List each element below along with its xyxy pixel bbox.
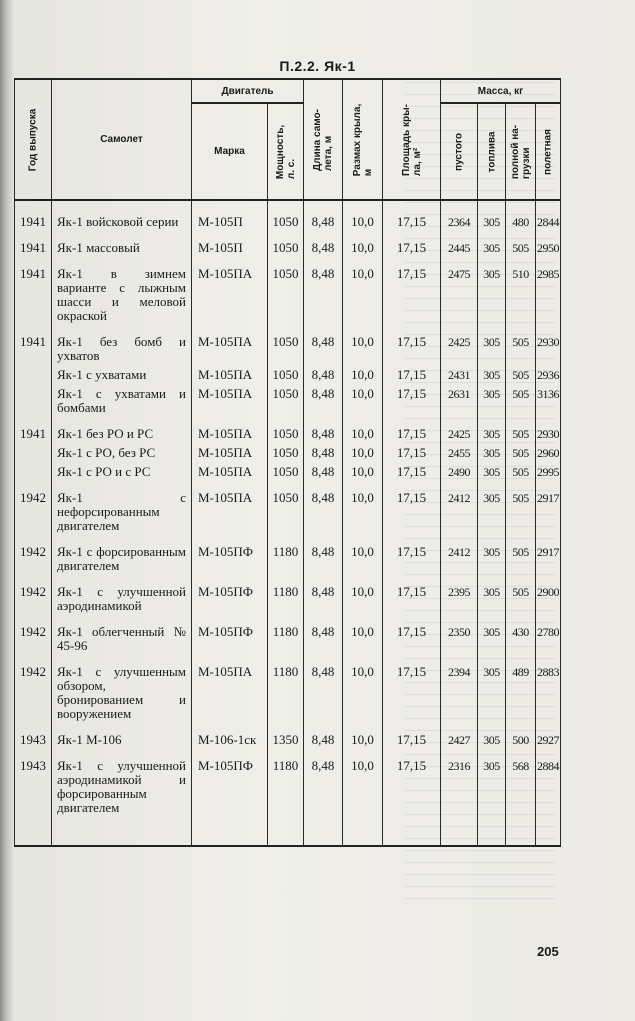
cell-length: 8,48 xyxy=(304,200,343,231)
cell-mass-payload: 505 xyxy=(506,481,536,535)
cell-mass-empty: 2475 xyxy=(441,257,478,325)
cell-mass-fuel: 305 xyxy=(478,723,506,749)
cell-span: 10,0 xyxy=(343,481,383,535)
cell-engine-mark: М-105ПА xyxy=(192,481,268,535)
cell-mass-empty: 2631 xyxy=(441,384,478,417)
cell-engine-power: 1180 xyxy=(268,615,304,655)
table-row xyxy=(15,535,561,575)
cell-mass-fuel: 305 xyxy=(478,481,506,535)
cell-aircraft: Як-1 без РО и РС xyxy=(52,417,192,443)
table-row xyxy=(15,257,561,325)
cell-wing-area: 17,15 xyxy=(383,257,441,325)
cell-span: 10,0 xyxy=(343,365,383,384)
cell-engine-power: 1050 xyxy=(268,481,304,535)
cell-mass-fuel: 305 xyxy=(478,615,506,655)
cell-mass-flight: 2917 xyxy=(536,481,561,535)
cell-engine-power: 1180 xyxy=(268,749,304,846)
cell-aircraft: Як-1 с форсированным двигателем xyxy=(52,535,192,575)
cell-mass-empty: 2364 xyxy=(441,200,478,231)
cell-mass-empty: 2490 xyxy=(441,462,478,481)
cell-wing-area: 17,15 xyxy=(383,655,441,723)
cell-year xyxy=(15,443,52,462)
cell-mass-empty: 2412 xyxy=(441,535,478,575)
cell-mass-empty: 2445 xyxy=(441,231,478,257)
cell-length: 8,48 xyxy=(304,655,343,723)
cell-aircraft: Як-1 с улучшенным обзором, бронированием и вооружением xyxy=(52,655,192,723)
cell-mass-flight: 2985 xyxy=(536,257,561,325)
cell-mass-fuel: 305 xyxy=(478,575,506,615)
cell-span: 10,0 xyxy=(343,615,383,655)
cell-mass-empty: 2412 xyxy=(441,481,478,535)
cell-wing-area: 17,15 xyxy=(383,200,441,231)
header-year: Год выпуска xyxy=(15,79,52,200)
cell-engine-mark: М-105ПА xyxy=(192,257,268,325)
cell-engine-mark: М-105ПА xyxy=(192,365,268,384)
header-mass-payload: полной на- грузки xyxy=(506,103,536,200)
cell-mass-fuel: 305 xyxy=(478,417,506,443)
header-mass-group: Масса, кг xyxy=(441,79,561,103)
cell-engine-power: 1050 xyxy=(268,462,304,481)
cell-engine-mark: М-105ПА xyxy=(192,325,268,365)
cell-year xyxy=(15,365,52,384)
cell-year: 1941 xyxy=(15,325,52,365)
cell-mass-flight: 2900 xyxy=(536,575,561,615)
cell-wing-area: 17,15 xyxy=(383,575,441,615)
cell-mass-fuel: 305 xyxy=(478,257,506,325)
cell-wing-area: 17,15 xyxy=(383,535,441,575)
cell-year xyxy=(15,384,52,417)
cell-mass-payload: 480 xyxy=(506,200,536,231)
cell-aircraft: Як-1 с нефорсированным двигателем xyxy=(52,481,192,535)
cell-mass-empty: 2350 xyxy=(441,615,478,655)
cell-mass-flight: 2960 xyxy=(536,443,561,462)
cell-mass-fuel: 305 xyxy=(478,200,506,231)
header-engine-group: Двигатель xyxy=(192,79,304,103)
cell-year: 1941 xyxy=(15,231,52,257)
cell-mass-flight: 3136 xyxy=(536,384,561,417)
cell-year: 1942 xyxy=(15,575,52,615)
cell-wing-area: 17,15 xyxy=(383,231,441,257)
cell-mass-empty: 2455 xyxy=(441,443,478,462)
cell-year: 1942 xyxy=(15,535,52,575)
cell-engine-mark: М-105ПА xyxy=(192,462,268,481)
cell-engine-mark: М-105ПА xyxy=(192,384,268,417)
cell-engine-power: 1050 xyxy=(268,384,304,417)
cell-mass-payload: 505 xyxy=(506,443,536,462)
table-row xyxy=(15,384,561,417)
cell-length: 8,48 xyxy=(304,749,343,846)
header-span: Размах крыла, м xyxy=(343,79,383,200)
table-row xyxy=(15,443,561,462)
cell-wing-area: 17,15 xyxy=(383,384,441,417)
cell-mass-payload: 505 xyxy=(506,325,536,365)
header-mass-fuel: топлива xyxy=(478,103,506,200)
cell-year xyxy=(15,462,52,481)
cell-mass-fuel: 305 xyxy=(478,231,506,257)
cell-mass-payload: 505 xyxy=(506,535,536,575)
table-row xyxy=(15,200,561,231)
cell-span: 10,0 xyxy=(343,575,383,615)
cell-mass-payload: 568 xyxy=(506,749,536,846)
cell-year: 1941 xyxy=(15,417,52,443)
cell-span: 10,0 xyxy=(343,257,383,325)
table-row xyxy=(15,325,561,365)
cell-engine-power: 1050 xyxy=(268,443,304,462)
cell-engine-power: 1180 xyxy=(268,655,304,723)
cell-aircraft: Як-1 М-106 xyxy=(52,723,192,749)
cell-wing-area: 17,15 xyxy=(383,615,441,655)
cell-mass-fuel: 305 xyxy=(478,443,506,462)
cell-mass-payload: 505 xyxy=(506,575,536,615)
cell-wing-area: 17,15 xyxy=(383,723,441,749)
cell-mass-flight: 2780 xyxy=(536,615,561,655)
cell-length: 8,48 xyxy=(304,231,343,257)
cell-engine-power: 1050 xyxy=(268,325,304,365)
cell-mass-empty: 2425 xyxy=(441,325,478,365)
cell-length: 8,48 xyxy=(304,723,343,749)
cell-mass-fuel: 305 xyxy=(478,325,506,365)
table-row xyxy=(15,749,561,846)
cell-mass-flight: 2930 xyxy=(536,417,561,443)
table-row xyxy=(15,615,561,655)
cell-wing-area: 17,15 xyxy=(383,481,441,535)
cell-year: 1941 xyxy=(15,257,52,325)
cell-wing-area: 17,15 xyxy=(383,749,441,846)
cell-mass-flight: 2927 xyxy=(536,723,561,749)
cell-span: 10,0 xyxy=(343,535,383,575)
cell-year: 1942 xyxy=(15,655,52,723)
cell-mass-flight: 2883 xyxy=(536,655,561,723)
cell-mass-fuel: 305 xyxy=(478,535,506,575)
cell-mass-flight: 2950 xyxy=(536,231,561,257)
cell-aircraft: Як-1 без бомб и ухватов xyxy=(52,325,192,365)
cell-mass-empty: 2427 xyxy=(441,723,478,749)
header-aircraft: Самолет xyxy=(52,79,192,200)
cell-span: 10,0 xyxy=(343,443,383,462)
cell-engine-power: 1050 xyxy=(268,417,304,443)
cell-engine-power: 1050 xyxy=(268,231,304,257)
cell-engine-mark: М-105ПА xyxy=(192,417,268,443)
cell-mass-payload: 500 xyxy=(506,723,536,749)
cell-mass-payload: 505 xyxy=(506,462,536,481)
table-row xyxy=(15,481,561,535)
cell-aircraft: Як-1 с улучшенной аэродинамикой xyxy=(52,575,192,615)
cell-length: 8,48 xyxy=(304,535,343,575)
cell-engine-mark: М-105П xyxy=(192,231,268,257)
cell-mass-payload: 510 xyxy=(506,257,536,325)
cell-engine-mark: М-105ПФ xyxy=(192,749,268,846)
header-engine-power: Мощность, л. с. xyxy=(268,103,304,200)
cell-wing-area: 17,15 xyxy=(383,365,441,384)
header-mass-empty: пустого xyxy=(441,103,478,200)
cell-aircraft: Як-1 войсковой серии xyxy=(52,200,192,231)
cell-mass-flight: 2917 xyxy=(536,535,561,575)
cell-year: 1942 xyxy=(15,615,52,655)
table-row xyxy=(15,417,561,443)
header-wing-area: Площадь кры- ла, м² xyxy=(383,79,441,200)
cell-mass-empty: 2395 xyxy=(441,575,478,615)
specifications-table xyxy=(14,78,561,847)
cell-aircraft: Як-1 массовый xyxy=(52,231,192,257)
cell-mass-fuel: 305 xyxy=(478,365,506,384)
cell-length: 8,48 xyxy=(304,257,343,325)
cell-length: 8,48 xyxy=(304,575,343,615)
cell-mass-empty: 2431 xyxy=(441,365,478,384)
cell-engine-power: 1050 xyxy=(268,257,304,325)
cell-engine-mark: М-105ПФ xyxy=(192,535,268,575)
cell-mass-flight: 2995 xyxy=(536,462,561,481)
cell-span: 10,0 xyxy=(343,417,383,443)
cell-span: 10,0 xyxy=(343,325,383,365)
cell-span: 10,0 xyxy=(343,384,383,417)
table-title: П.2.2. Як-1 xyxy=(279,58,356,74)
cell-mass-payload: 489 xyxy=(506,655,536,723)
cell-aircraft: Як-1 с ухватами и бомбами xyxy=(52,384,192,417)
cell-mass-empty: 2394 xyxy=(441,655,478,723)
cell-engine-mark: М-105П xyxy=(192,200,268,231)
table-row xyxy=(15,655,561,723)
cell-length: 8,48 xyxy=(304,443,343,462)
cell-aircraft: Як-1 с улучшенной аэродинамикой и форсированным двигателем xyxy=(52,749,192,846)
cell-mass-fuel: 305 xyxy=(478,749,506,846)
cell-engine-power: 1350 xyxy=(268,723,304,749)
cell-mass-payload: 430 xyxy=(506,615,536,655)
cell-length: 8,48 xyxy=(304,325,343,365)
cell-length: 8,48 xyxy=(304,365,343,384)
cell-engine-mark: М-105ПА xyxy=(192,443,268,462)
cell-length: 8,48 xyxy=(304,384,343,417)
specifications-table-wrapper xyxy=(14,78,560,847)
cell-wing-area: 17,15 xyxy=(383,417,441,443)
table-row xyxy=(15,462,561,481)
cell-wing-area: 17,15 xyxy=(383,462,441,481)
table-row xyxy=(15,575,561,615)
header-length: Длина само- лета, м xyxy=(304,79,343,200)
cell-engine-mark: М-105ПА xyxy=(192,655,268,723)
cell-mass-fuel: 305 xyxy=(478,462,506,481)
cell-span: 10,0 xyxy=(343,749,383,846)
table-header xyxy=(15,79,561,200)
cell-engine-mark: М-105ПФ xyxy=(192,615,268,655)
cell-span: 10,0 xyxy=(343,723,383,749)
cell-mass-payload: 505 xyxy=(506,417,536,443)
cell-mass-payload: 505 xyxy=(506,231,536,257)
cell-engine-mark: М-106-1ск xyxy=(192,723,268,749)
header-mass-flight: полетная xyxy=(536,103,561,200)
cell-mass-fuel: 305 xyxy=(478,384,506,417)
cell-mass-empty: 2316 xyxy=(441,749,478,846)
cell-span: 10,0 xyxy=(343,655,383,723)
cell-length: 8,48 xyxy=(304,481,343,535)
cell-mass-flight: 2884 xyxy=(536,749,561,846)
cell-engine-power: 1050 xyxy=(268,365,304,384)
cell-aircraft: Як-1 в зимнем варианте с лыжным шасси и меловой окраской xyxy=(52,257,192,325)
cell-year: 1943 xyxy=(15,749,52,846)
cell-wing-area: 17,15 xyxy=(383,325,441,365)
cell-year: 1941 xyxy=(15,200,52,231)
page-number: 205 xyxy=(537,944,559,959)
cell-engine-power: 1050 xyxy=(268,200,304,231)
cell-span: 10,0 xyxy=(343,462,383,481)
cell-mass-payload: 505 xyxy=(506,365,536,384)
cell-mass-flight: 2844 xyxy=(536,200,561,231)
cell-mass-payload: 505 xyxy=(506,384,536,417)
cell-year: 1943 xyxy=(15,723,52,749)
cell-aircraft: Як-1 с ухватами xyxy=(52,365,192,384)
header-engine-mark: Марка xyxy=(192,103,268,200)
cell-mass-empty: 2425 xyxy=(441,417,478,443)
cell-engine-power: 1180 xyxy=(268,575,304,615)
table-body xyxy=(15,200,561,846)
cell-mass-flight: 2930 xyxy=(536,325,561,365)
cell-mass-fuel: 305 xyxy=(478,655,506,723)
table-row xyxy=(15,365,561,384)
cell-span: 10,0 xyxy=(343,231,383,257)
cell-year: 1942 xyxy=(15,481,52,535)
cell-mass-flight: 2936 xyxy=(536,365,561,384)
cell-wing-area: 17,15 xyxy=(383,443,441,462)
cell-length: 8,48 xyxy=(304,462,343,481)
cell-length: 8,48 xyxy=(304,417,343,443)
cell-aircraft: Як-1 с РО, без РС xyxy=(52,443,192,462)
cell-engine-mark: М-105ПФ xyxy=(192,575,268,615)
cell-aircraft: Як-1 с РО и с РС xyxy=(52,462,192,481)
table-row xyxy=(15,231,561,257)
cell-length: 8,48 xyxy=(304,615,343,655)
cell-engine-power: 1180 xyxy=(268,535,304,575)
cell-aircraft: Як-1 облегченный № 45-96 xyxy=(52,615,192,655)
table-row xyxy=(15,723,561,749)
cell-span: 10,0 xyxy=(343,200,383,231)
